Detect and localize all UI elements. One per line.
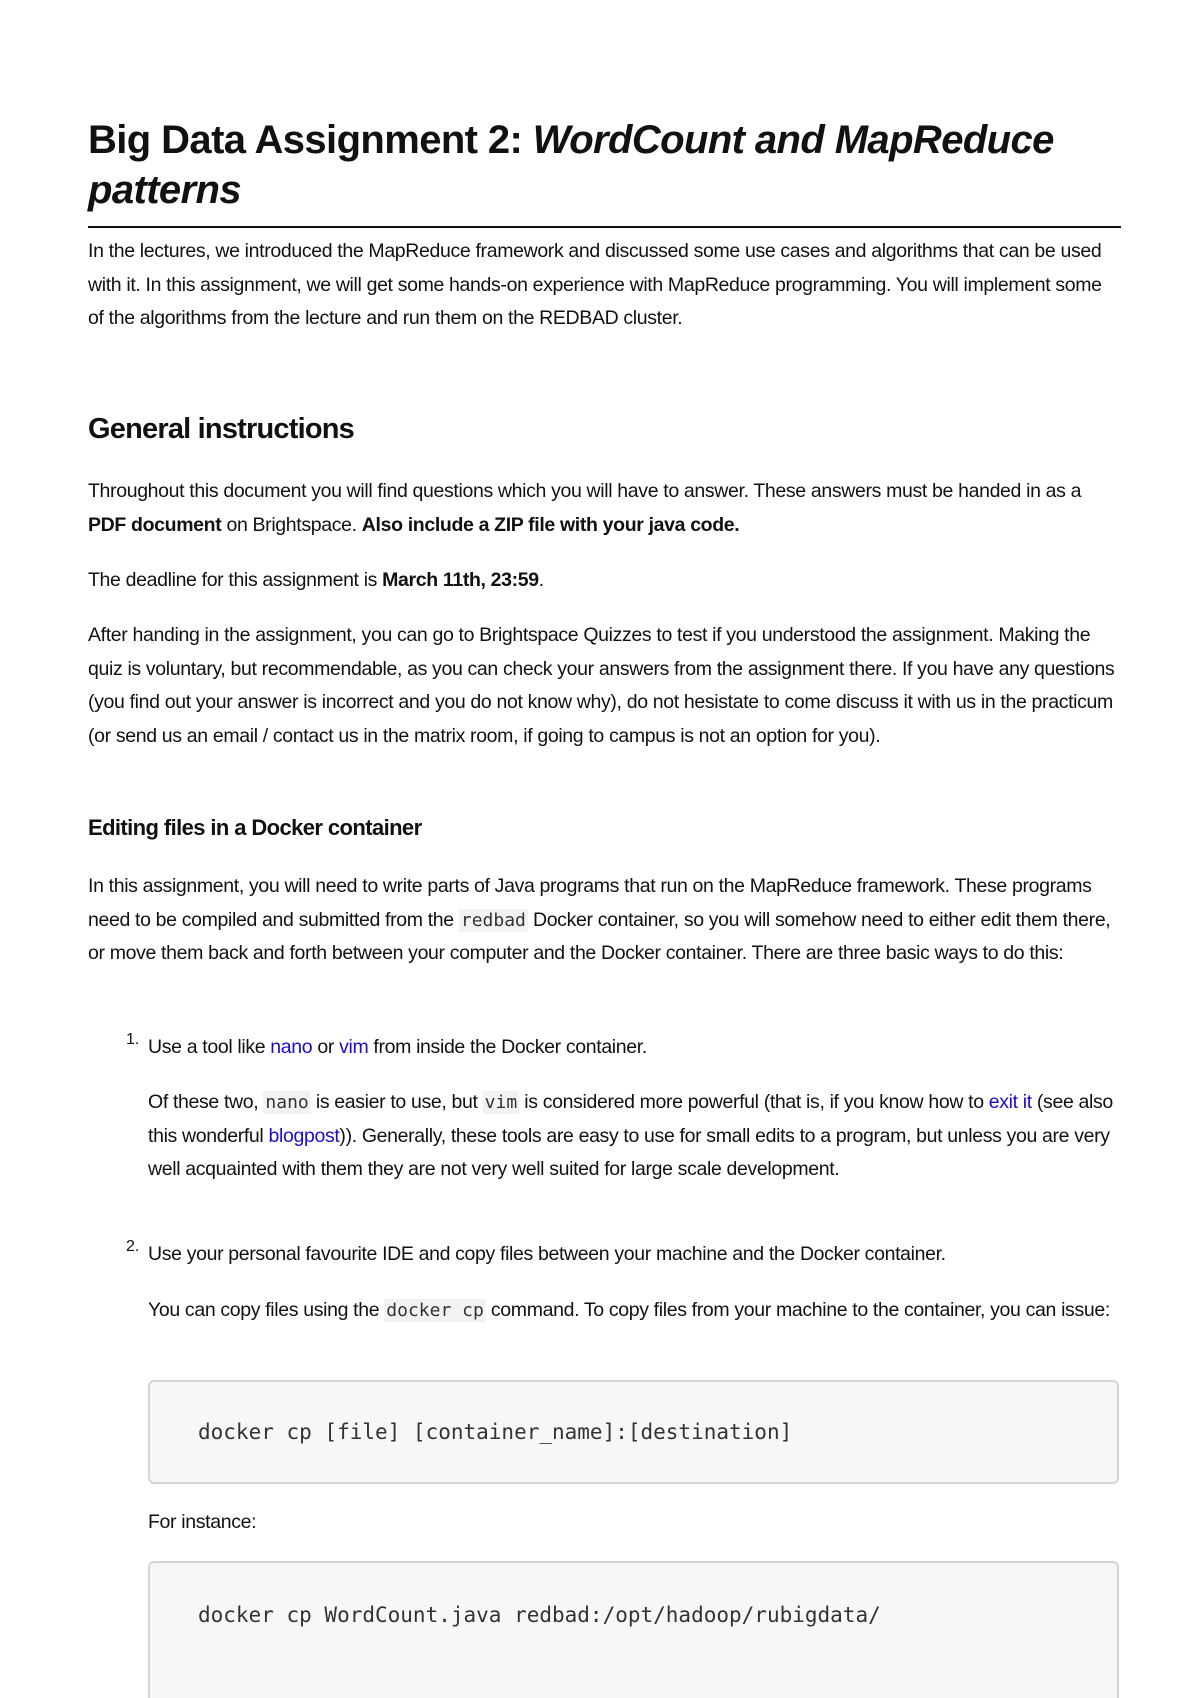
item1-detail-d: (see also this wonderful xyxy=(148,1091,1113,1147)
instructions-text xyxy=(88,475,1121,542)
for-instance-wrap xyxy=(148,1506,1121,1540)
item1-detail-text xyxy=(148,1086,1121,1187)
item1-detail-c: is considered more powerful (that is, if you know how to xyxy=(519,1091,989,1113)
instructions-text-a: Throughout this document you will find questions which you will have to answer. These answers must be handed in as a xyxy=(88,480,1082,502)
quiz-paragraph xyxy=(88,619,1121,753)
deadline-text-c: . xyxy=(538,569,544,591)
exit-it-link[interactable]: exit it xyxy=(988,1091,1032,1113)
item1-text-a: Use a tool like xyxy=(148,1036,271,1058)
deadline-date: March 11th, 23:59 xyxy=(382,569,539,591)
zip-file-bold: Also include a ZIP file with your java code. xyxy=(361,513,740,536)
list-item-text xyxy=(148,1031,1121,1065)
item1-text-c: from inside the Docker container. xyxy=(368,1036,647,1058)
deadline-paragraph xyxy=(88,564,1121,598)
vim-link[interactable]: vim xyxy=(339,1036,369,1058)
intro-text: In the lectures, we introduced the MapReduce framework and discussed some use cases and algorithms that can be used with it. In this assignment, we will get some hands-on experience with MapReduce programming. You will implement some of the algorithms from the lecture and run them on the REDBAD cluster. xyxy=(88,240,1102,329)
code-block xyxy=(148,1561,1119,1698)
item2-detail-text xyxy=(148,1294,1121,1328)
item2-detail-b: command. To copy files from your machine to the container, you can issue: xyxy=(485,1299,1110,1321)
list-item-text xyxy=(148,1238,1121,1272)
title-divider xyxy=(88,226,1121,228)
pdf-document-bold: PDF document xyxy=(88,513,222,536)
subsection-heading: Editing files in a Docker container xyxy=(88,815,422,840)
deadline-text-a: The deadline for this assignment is xyxy=(88,569,383,591)
docker-cp-syntax: docker cp [file] [container_name]:[destination] xyxy=(198,1420,793,1444)
deadline-text xyxy=(88,564,1121,598)
docker-intro-a: In this assignment, you will need to write parts of Java programs that run on the MapReduce framework. These programs need to be compiled and submitted from the xyxy=(88,875,1092,931)
nano-code: nano xyxy=(265,1092,309,1113)
general-instructions-paragraph xyxy=(88,475,1121,542)
title-prefix: Big Data Assignment 2: xyxy=(88,118,533,162)
code-block xyxy=(148,1380,1119,1484)
for-instance-text: For instance: xyxy=(148,1511,257,1533)
vim-code: vim xyxy=(484,1092,518,1113)
docker-cp-example: docker cp WordCount.java redbad:/opt/hadoop/rubigdata/ xyxy=(198,1603,881,1627)
page-title xyxy=(88,115,1121,215)
docker-intro-b: Docker container, so you will somehow need to either edit them there, or move them back and forth between your computer and the Docker container. There are three basic ways to do this: xyxy=(88,908,1111,964)
item1-detail-e: )). Generally, these tools are easy to use for small edits to a program, but unless you are very well acquainted with them they are not very well suited for large scale development. xyxy=(148,1124,1110,1180)
item2-text: Use your personal favourite IDE and copy files between your machine and the Docker container. xyxy=(148,1243,946,1265)
item2-detail-a: You can copy files using the xyxy=(148,1299,385,1321)
instructions-text-c: on Brightspace. xyxy=(221,513,362,536)
docker-intro-paragraph xyxy=(88,870,1121,971)
nano-link[interactable]: nano xyxy=(270,1036,313,1058)
docker-editing-heading xyxy=(88,813,1121,843)
item1-detail-b: is easier to use, but xyxy=(310,1091,483,1113)
general-instructions-heading xyxy=(88,411,1121,447)
list-number: 2. xyxy=(126,1238,140,1255)
docker-intro-text xyxy=(88,870,1121,971)
item1-text-b: or xyxy=(312,1036,340,1058)
section-heading: General instructions xyxy=(88,413,355,445)
quiz-text: After handing in the assignment, you can go to Brightspace Quizzes to test if you understood the assignment. Making the quiz is voluntary, but recommendable, as you can check your answers from the assignment there. If you have any questions (you find out your answer is incorrect and you do not know why), do not hesistate to come discuss it with us in the practicum (or send us an email / contact us in the matrix room, if going to campus is not an option for you). xyxy=(88,624,1115,747)
docker-cp-code: docker cp xyxy=(386,1300,484,1321)
intro-paragraph xyxy=(88,235,1121,336)
list-number: 1. xyxy=(126,1031,140,1048)
redbad-code: redbad xyxy=(460,909,526,931)
title-italic: WordCount and MapReduce patterns xyxy=(88,118,1054,212)
blogpost-link[interactable]: blogpost xyxy=(268,1124,340,1147)
item1-detail-a: Of these two, xyxy=(148,1091,264,1113)
